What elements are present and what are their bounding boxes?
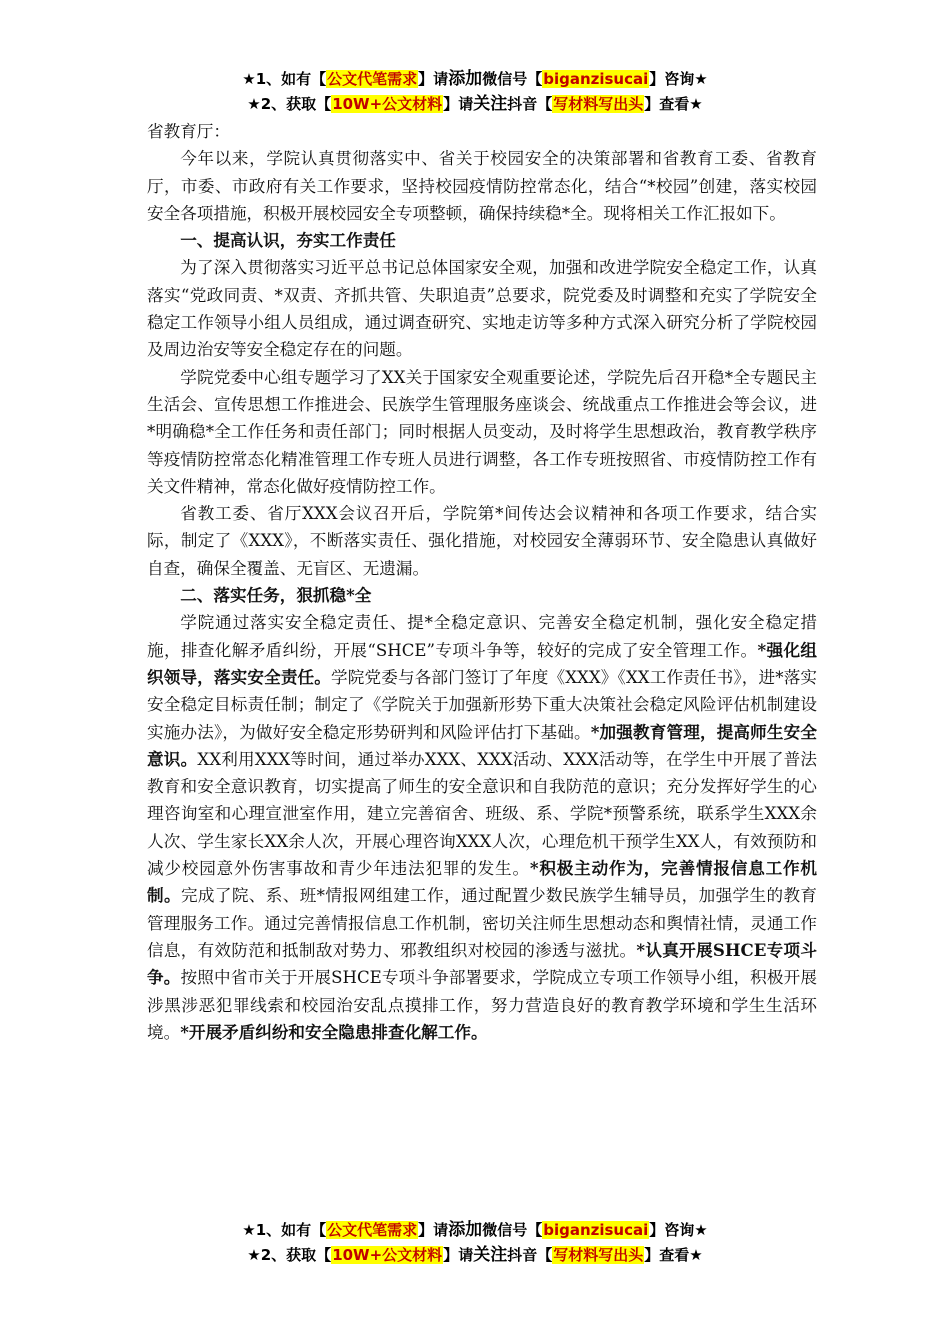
banner-highlight: 公文代笔需求 (327, 1221, 418, 1239)
section-heading-2: 二、落实任务，狠抓稳*全 (180, 585, 372, 606)
document-body (147, 118, 817, 1046)
banner-highlight: biganzisucai (543, 70, 649, 88)
paragraph-2: 学院党委中心组专题学习了XX关于国家安全观重要论述，学院先后召开稳*全专题民主生活会、宣传思想工作推进会、民族学生管理服务座谈会、统战重点工作推进会等会议，进*明确稳*全工作任务和责任部门；同时根据人员变动，及时将学生思想政治，教育教学秩序等疫情防控常态化精准管理工作专班人员进行调整，各工作专班按照省、市疫情防控工作有关文件精神，常态化做好疫情防控工作。 (147, 367, 817, 496)
header-banner (0, 67, 950, 117)
banner-line-1: ★1、如有【公文代笔需求】请添加微信号【biganzisucai】咨询★ (242, 1220, 708, 1240)
banner-highlight: 写材料写出头 (553, 95, 644, 113)
inline-heading: *积极主动作为，完善情报信息工作机制。 (147, 858, 817, 906)
paragraph-3: 省教工委、省厅XXX会议召开后，学院第*间传达会议精神和各项工作要求，结合实际，制定了《XXX》，不断落实责任、强化措施，对校园安全薄弱环节、安全隐患认真做好自查，确保全覆盖、无盲区、无遗漏。 (147, 504, 817, 578)
banner-highlight: 写材料写出头 (553, 1246, 644, 1264)
intro-paragraph: 今年以来，学院认真贯彻落实中、省关于校园安全的决策部署和省教育工委、省教育厅，市委、市政府有关工作要求，坚持校园疫情防控常态化，结合“*校园”创建，落实校园安全各项措施，积极开展校园安全专项整顿，确保持续稳*全。现将相关工作汇报如下。 (147, 149, 817, 223)
salutation: 省教育厅： (147, 122, 230, 141)
inline-heading: *加强教育管理，提高师生安全意识。 (147, 721, 817, 769)
paragraph-4: 学院通过落实安全稳定责任、提*全稳定意识、完善安全稳定机制，强化安全稳定措施，排查化解矛盾纠纷，开展“SHCE”专项斗争等，较好的完成了安全管理工作。*强化组织领导，落实安全责任。学院党委与各部门签订了年度《XXX》《XX工作责任书》，进*落实安全稳定目标责任制；制定了《学院关于加强新形势下重大决策社会稳定风险评估机制建设实施办法》，为做好安全稳定形势研判和风险评估打下基础。*加强教育管理，提高师生安全意识。XX利用XXX等时间，通过举办XXX、XXX活动、XXX活动等，在学生中开展了普法教育和安全意识教育，切实提高了师生的安全意识和自我防范的意识；充分发挥好学生的心理咨询室和心理宣泄室作用，建立完善宿舍、班级、系、学院*预警系统，联系学生XXX余人次、学生家长XX余人次，开展心理咨询XXX人次，心理危机干预学生XX人，有效预防和减少校园意外伤害事故和青少年违法犯罪的发生。*积极主动作为，完善情报信息工作机制。完成了院、系、班*情报网组建工作，通过配置少数民族学生辅导员，加强学生的教育管理服务工作。通过完善情报信息工作机制，密切关注师生思想动态和舆情社情，灵通工作信息，有效防范和抵制敌对势力、邪教组织对校园的渗透与滋扰。*认真开展SHCE专项斗争。按照中省市关于开展SHCE专项斗争部署要求，学院成立专项工作领导小组，积极开展涉黑涉恶犯罪线索和校园治安乱点摸排工作，努力营造良好的教育教学环境和学生生活环境。*开展矛盾纠纷和安全隐患排查化解工作。 (147, 613, 818, 1042)
banner-line-1: ★1、如有【公文代笔需求】请添加微信号【biganzisucai】咨询★ (242, 69, 708, 89)
banner-line-2: ★2、获取【10W+公文材料】请关注抖音【写材料写出头】查看★ (247, 94, 703, 114)
inline-heading: *强化组织领导，落实安全责任。 (147, 639, 817, 687)
banner-highlight: 10W+公文材料 (332, 95, 443, 113)
banner-highlight: 10W+公文材料 (332, 1246, 443, 1264)
inline-heading: *认真开展SHCE专项斗争。 (147, 939, 817, 988)
banner-line-2: ★2、获取【10W+公文材料】请关注抖音【写材料写出头】查看★ (247, 1245, 703, 1265)
paragraph-1: 为了深入贯彻落实习近平总书记总体国家安全观，加强和改进学院安全稳定工作，认真落实“党政同责、*双责、齐抓共管、失职追责”总要求，院党委及时调整和充实了学院安全稳定工作领导小组人员组成，通过调查研究、实地走访等多种方式深入研究分析了学院校园及周边治安等安全稳定存在的问题。 (147, 258, 817, 360)
inline-heading: *开展矛盾纠纷和安全隐患排查化解工作。 (180, 1021, 488, 1042)
section-heading-1: 一、提高认识，夯实工作责任 (180, 230, 396, 251)
banner-highlight: 公文代笔需求 (327, 70, 418, 88)
footer-banner (0, 1218, 950, 1268)
banner-highlight: biganzisucai (543, 1221, 649, 1239)
